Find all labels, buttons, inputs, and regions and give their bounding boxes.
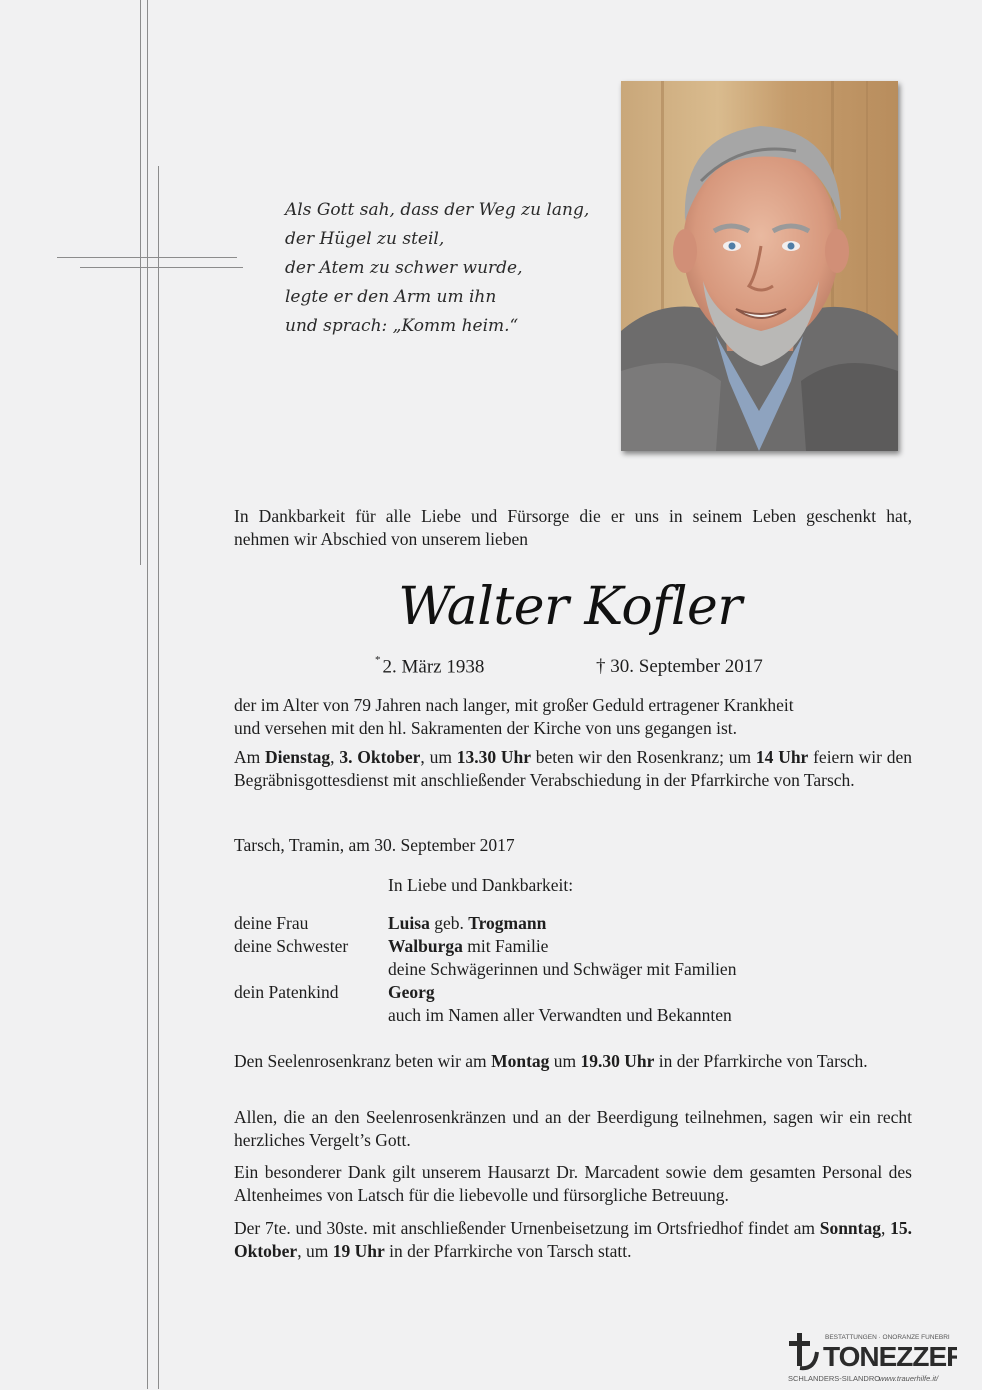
urn-paragraph — [234, 1217, 912, 1263]
relative-name: Georg — [388, 982, 435, 1002]
left-border-line — [140, 0, 141, 565]
logo-name: TONEZZER — [823, 1341, 957, 1372]
gratitude-paragraph: Allen, die an den Seelenrosenkränzen und an der Beerdigung teilnehmen, sagen wir ein recht herzliches Vergelt’s Gott. — [234, 1107, 912, 1150]
logo-bottom-text: SCHLANDERS-SILANDRO — [788, 1374, 881, 1383]
cross-logo-icon — [789, 1333, 817, 1368]
intro-text-2 — [234, 528, 912, 551]
portrait-photo — [621, 81, 898, 451]
illness-text — [234, 694, 912, 740]
relative-label: deine Frau — [234, 913, 309, 933]
relative-label: deine Schwester — [234, 936, 349, 956]
funeral-text: feiern wir den Begräbnisgottesdienst mit anschließender Verabschiedung in der Pfarrkirche von Tarsch. — [234, 747, 913, 790]
urn-date: 15. Oktober — [234, 1218, 912, 1261]
funeral-date: 3. Oktober — [339, 747, 421, 767]
poem-line: und sprach: „Komm heim.“ — [285, 316, 519, 336]
urn-day: Sonntag — [819, 1218, 881, 1238]
relative-entry — [388, 935, 548, 958]
funeral-text: , — [330, 747, 340, 767]
place-date: Tarsch, Tramin, am 30. September 2017 — [234, 835, 515, 855]
relative-text: deine Schwägerinnen und Schwäger mit Familien — [388, 959, 737, 979]
relative-entry — [388, 912, 546, 935]
rosary-text: Den Seelenrosenkranz beten wir am — [234, 1051, 492, 1071]
birth-date — [375, 656, 484, 678]
relative-entry — [388, 1004, 732, 1027]
service-time: 14 Uhr — [755, 747, 809, 767]
relative-surname: Trogmann — [468, 913, 547, 933]
intro-line-1: In Dankbarkeit für alle Liebe und Fürsorge die er uns in seinem Leben geschenkt hat, — [234, 506, 912, 526]
birth-date-text: 2. März 1938 — [382, 656, 485, 678]
relative-label: dein Patenkind — [234, 982, 339, 1002]
memorial-poem — [285, 196, 589, 341]
funeral-paragraph — [234, 746, 912, 792]
rosary-day: Montag — [491, 1051, 550, 1071]
relative-name: Luisa — [388, 913, 430, 933]
intro-line-2: nehmen wir Abschied von unserem lieben — [234, 529, 529, 549]
left-border-line-2 — [147, 0, 148, 1389]
thanks-heading: In Liebe und Dankbarkeit: — [388, 875, 574, 895]
funeral-text: , um — [420, 747, 457, 767]
urn-text: , — [881, 1218, 891, 1238]
funeral-home-logo — [787, 1330, 957, 1385]
relative-entry — [388, 958, 736, 981]
relative-name: Walburga — [388, 936, 463, 956]
rosary-paragraph — [234, 1050, 912, 1073]
urn-time: 19 Uhr — [332, 1241, 385, 1261]
poem-line: der Hügel zu steil, — [285, 229, 445, 249]
relative-text: auch im Namen aller Verwandten und Bekannten — [388, 1005, 732, 1025]
relative-text: geb. — [429, 913, 469, 933]
urn-text: in der Pfarrkirche von Tarsch statt. — [384, 1241, 632, 1261]
death-date: † 30. September 2017 — [596, 656, 763, 677]
birth-symbol: * — [375, 654, 381, 666]
funeral-text: Am — [234, 747, 266, 767]
rosary-text: in der Pfarrkirche von Tarsch. — [654, 1051, 868, 1071]
rosary-time: 13.30 Uhr — [456, 747, 531, 767]
funeral-text: beten wir den Rosenkranz; um — [530, 747, 756, 767]
relative-text: mit Familie — [462, 936, 549, 956]
poem-line: legte er den Arm um ihn — [285, 287, 497, 307]
cross-horizontal-line-top — [57, 257, 237, 258]
urn-text: , um — [297, 1241, 333, 1261]
logo-url[interactable]: www.trauerhilfe.it/ — [879, 1374, 939, 1383]
poem-line: der Atem zu schwer wurde, — [285, 258, 523, 278]
cross-vertical-line — [158, 166, 159, 1389]
cross-horizontal-line-bottom — [80, 267, 243, 268]
funeral-day: Dienstag — [265, 747, 331, 767]
relative-entry — [388, 981, 435, 1004]
rosary-text: um — [549, 1051, 581, 1071]
poem-line: Als Gott sah, dass der Weg zu lang, — [285, 200, 590, 220]
deceased-name: Walter Kofler — [398, 577, 742, 637]
rosary-time: 19.30 Uhr — [580, 1051, 655, 1071]
urn-text: Der 7te. und 30ste. mit anschließender Urnenbeisetzung im Ortsfriedhof findet am — [234, 1218, 820, 1238]
logo-top-text: BESTATTUNGEN · ONORANZE FUNEBRI — [825, 1334, 950, 1341]
special-thanks-paragraph: Ein besonderer Dank gilt unserem Hausarzt Dr. Marcadent sowie dem gesamten Personal des Altenheimes von Latsch für die liebevolle und fürsorgliche Betreuung. — [234, 1162, 912, 1205]
illness-line-1: der im Alter von 79 Jahren nach langer, mit großer Geduld ertragener Krankheit — [234, 695, 794, 715]
illness-line-2: und versehen mit den hl. Sakramenten der Kirche von uns gegangen ist. — [234, 718, 737, 738]
intro-text — [234, 505, 912, 528]
